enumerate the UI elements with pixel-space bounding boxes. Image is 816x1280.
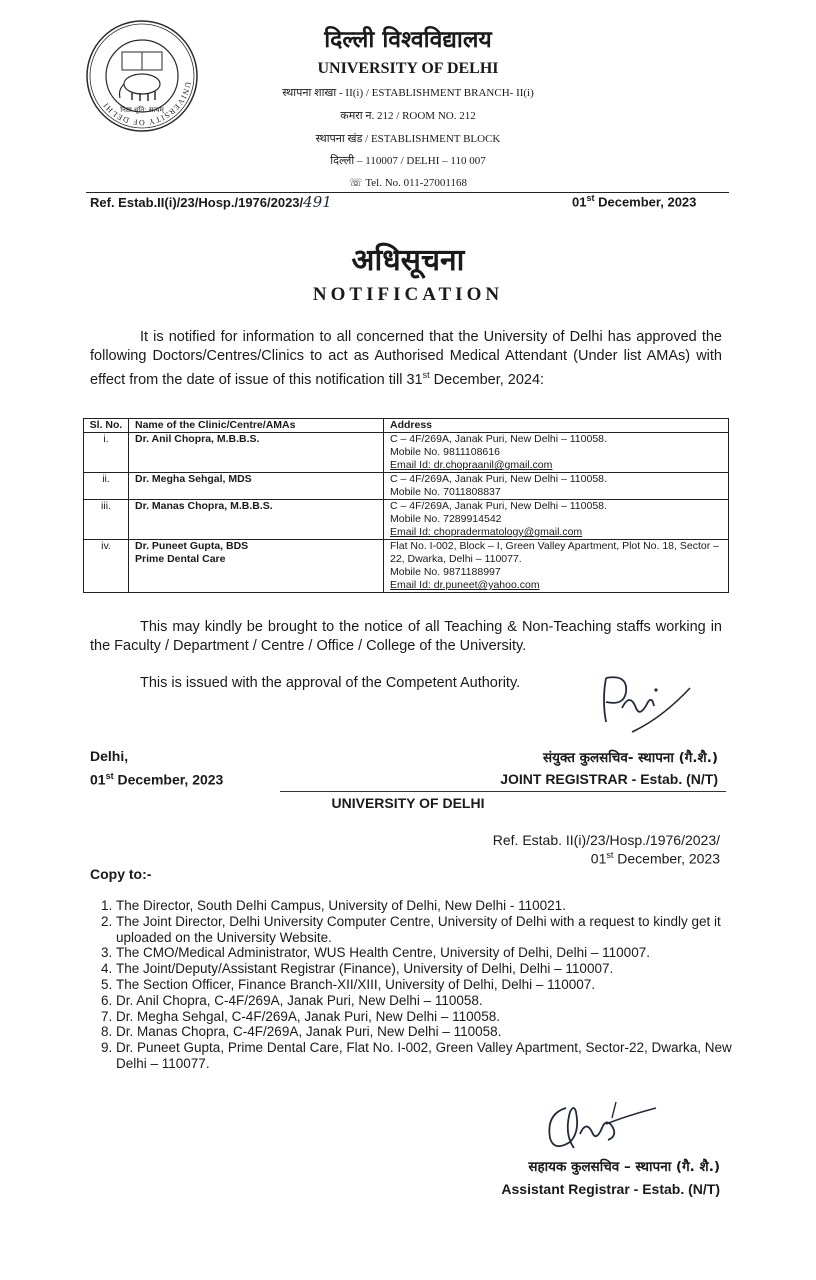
sign-place: Delhi, bbox=[90, 748, 129, 764]
date-suffix: st bbox=[606, 850, 614, 860]
reference-date-2 bbox=[400, 850, 720, 867]
mobile-line: Mobile No. 7011808837 bbox=[390, 486, 501, 498]
assistant-registrar-title: Assistant Registrar - Estab. (N/T) bbox=[501, 1181, 720, 1197]
intro-paragraph bbox=[90, 328, 722, 390]
row-name bbox=[129, 540, 384, 593]
address-line: Flat No. I-002, Block – I, Green Valley Apartment, Plot No. 18, Sector – 22, Dwarka, Delhi – 110077. bbox=[390, 540, 719, 565]
seal-ring-text: UNIVERSITY OF DELHI bbox=[100, 81, 193, 128]
intro-text: It is notified for information to all concerned that the University of Delhi has approved the following Doctors/Centres/Clinics to act as Authorised Medical Attendant (Under list AMAs) with effect from the date of issue of this notification till 31 bbox=[90, 329, 722, 388]
mobile-line: Mobile No. 9871188997 bbox=[390, 566, 501, 578]
mobile-line: Mobile No. 9811108616 bbox=[390, 446, 500, 458]
row-sl: iii. bbox=[84, 500, 129, 540]
list-item: 7. Dr. Megha Sehgal, C-4F/269A, Janak Puri, New Delhi – 110058. bbox=[116, 1009, 756, 1025]
list-item: 5. The Section Officer, Finance Branch-XII/XIII, University of Delhi, Delhi – 110007. bbox=[116, 977, 756, 993]
seal-motto: निष्ठा धृति: सत्यम् bbox=[120, 106, 164, 114]
list-item: 3. The CMO/Medical Administrator, WUS Health Centre, University of Delhi, Delhi – 110007. bbox=[116, 945, 756, 961]
row-name: Dr. Manas Chopra, M.B.B.S. bbox=[129, 500, 384, 540]
header-tel-line bbox=[0, 176, 816, 189]
row-address bbox=[384, 473, 729, 500]
notification-hindi-title: अधिसूचना bbox=[351, 243, 465, 278]
date-day: 01 bbox=[572, 194, 587, 210]
signature-divider bbox=[280, 791, 726, 792]
email-link[interactable]: Email Id: dr.chopraanil@gmail.com bbox=[390, 459, 553, 471]
copy-to-heading: Copy to:- bbox=[90, 866, 152, 882]
col-header-name: Name of the Clinic/Centre/AMAs bbox=[129, 419, 384, 433]
joint-registrar-title: JOINT REGISTRAR - Estab. (N/T) bbox=[500, 771, 718, 787]
joint-registrar-signature bbox=[592, 668, 702, 742]
row-sl: iv. bbox=[84, 540, 129, 593]
ama-table bbox=[83, 418, 729, 593]
intro-tail: December, 2024: bbox=[429, 371, 545, 388]
mobile-line: Mobile No. 7289914542 bbox=[390, 513, 502, 525]
table-row bbox=[84, 473, 729, 500]
intro-suffix: st bbox=[422, 370, 430, 380]
row-address bbox=[384, 540, 729, 593]
header-branch: स्थापना शाखा - II(i) / ESTABLISHMENT BRANCH- II(i) bbox=[282, 87, 534, 99]
email-link[interactable]: Email Id: chopradermatology@gmail.com bbox=[390, 526, 583, 538]
date-rest: December, 2023 bbox=[113, 771, 224, 788]
list-item: 4. The Joint/Deputy/Assistant Registrar (Finance), University of Delhi, Delhi – 110007. bbox=[116, 961, 756, 977]
header-block: स्थापना खंड / ESTABLISHMENT BLOCK bbox=[315, 133, 501, 145]
list-item: 1. The Director, South Delhi Campus, University of Delhi, New Delhi - 110021. bbox=[116, 898, 756, 914]
date-rest: December, 2023 bbox=[594, 194, 697, 210]
table-row bbox=[84, 500, 729, 540]
table-row bbox=[84, 433, 729, 473]
date-rest: December, 2023 bbox=[613, 850, 720, 867]
approval-paragraph: This is issued with the approval of the Competent Authority. bbox=[140, 675, 521, 691]
list-item: 9. Dr. Puneet Gupta, Prime Dental Care, Flat No. I-002, Green Valley Apartment, Sector-22, Dwarka, New Delhi – 110077. bbox=[116, 1040, 756, 1072]
header-city: दिल्ली – 110007 / DELHI – 110 007 bbox=[330, 155, 486, 167]
date-suffix: st bbox=[105, 771, 114, 781]
reference-date bbox=[572, 193, 696, 209]
reference-text: Ref. Estab.II(i)/23/Hosp./1976/2023/ bbox=[90, 195, 304, 210]
copy-to-list bbox=[90, 898, 756, 1072]
phone-icon: ☏ bbox=[349, 177, 366, 189]
table-header-row bbox=[84, 419, 729, 433]
row-name: Dr. Megha Sehgal, MDS bbox=[129, 473, 384, 500]
date-day: 01 bbox=[590, 850, 607, 867]
header-room: कमरा न. 212 / ROOM NO. 212 bbox=[340, 110, 476, 122]
assistant-registrar-hindi: सहायक कुलसचिव – स्थापना (गै. शै.) bbox=[528, 1159, 720, 1175]
table-row bbox=[84, 540, 729, 593]
header-hindi-title: दिल्ली विश्वविद्यालय bbox=[324, 27, 492, 53]
notification-title: NOTIFICATION bbox=[312, 284, 504, 305]
row-name: Dr. Anil Chopra, M.B.B.S. bbox=[129, 433, 384, 473]
reference-number bbox=[90, 193, 332, 211]
address-line: C – 4F/269A, Janak Puri, New Delhi – 110058. bbox=[390, 433, 607, 445]
col-header-sl: Sl. No. bbox=[84, 419, 129, 433]
address-line: C – 4F/269A, Janak Puri, New Delhi – 110058. bbox=[390, 473, 607, 485]
header-tel: Tel. No. 011-27001168 bbox=[365, 177, 467, 189]
handwritten-dispatch-number: 491 bbox=[303, 193, 332, 211]
email-link[interactable]: Email Id: dr.puneet@yahoo.com bbox=[390, 579, 540, 591]
list-item: 8. Dr. Manas Chopra, C-4F/269A, Janak Puri, New Delhi – 110058. bbox=[116, 1024, 756, 1040]
col-header-address: Address bbox=[384, 419, 729, 433]
header-english-title: UNIVERSITY OF DELHI bbox=[317, 60, 499, 77]
row-address bbox=[384, 433, 729, 473]
address-line: C – 4F/269A, Janak Puri, New Delhi – 110058. bbox=[390, 500, 607, 512]
assistant-registrar-signature bbox=[536, 1094, 666, 1158]
reference-number-2: Ref. Estab. II(i)/23/Hosp./1976/2023/ bbox=[492, 832, 720, 848]
university-footer: UNIVERSITY OF DELHI bbox=[331, 795, 485, 811]
row-sl: i. bbox=[84, 433, 129, 473]
date-suffix: st bbox=[586, 193, 595, 203]
sign-date bbox=[90, 771, 223, 788]
doctor-name: Dr. Puneet Gupta, BDS bbox=[135, 540, 249, 552]
joint-registrar-hindi: संयुक्त कुलसचिव- स्थापना (गै.शै.) bbox=[543, 750, 718, 766]
notice-paragraph: This may kindly be brought to the notice of all Teaching & Non-Teaching staffs working in the Faculty / Department / Centre / Office / College of the University. bbox=[90, 619, 722, 654]
date-day: 01 bbox=[90, 771, 106, 788]
clinic-name: Prime Dental Care bbox=[135, 553, 226, 565]
list-item: 2. The Joint Director, Delhi University Computer Centre, University of Delhi with a request to kindly get it uploaded on the University Website. bbox=[116, 914, 756, 946]
row-address bbox=[384, 500, 729, 540]
list-item: 6. Dr. Anil Chopra, C-4F/269A, Janak Puri, New Delhi – 110058. bbox=[116, 993, 756, 1009]
row-sl: ii. bbox=[84, 473, 129, 500]
